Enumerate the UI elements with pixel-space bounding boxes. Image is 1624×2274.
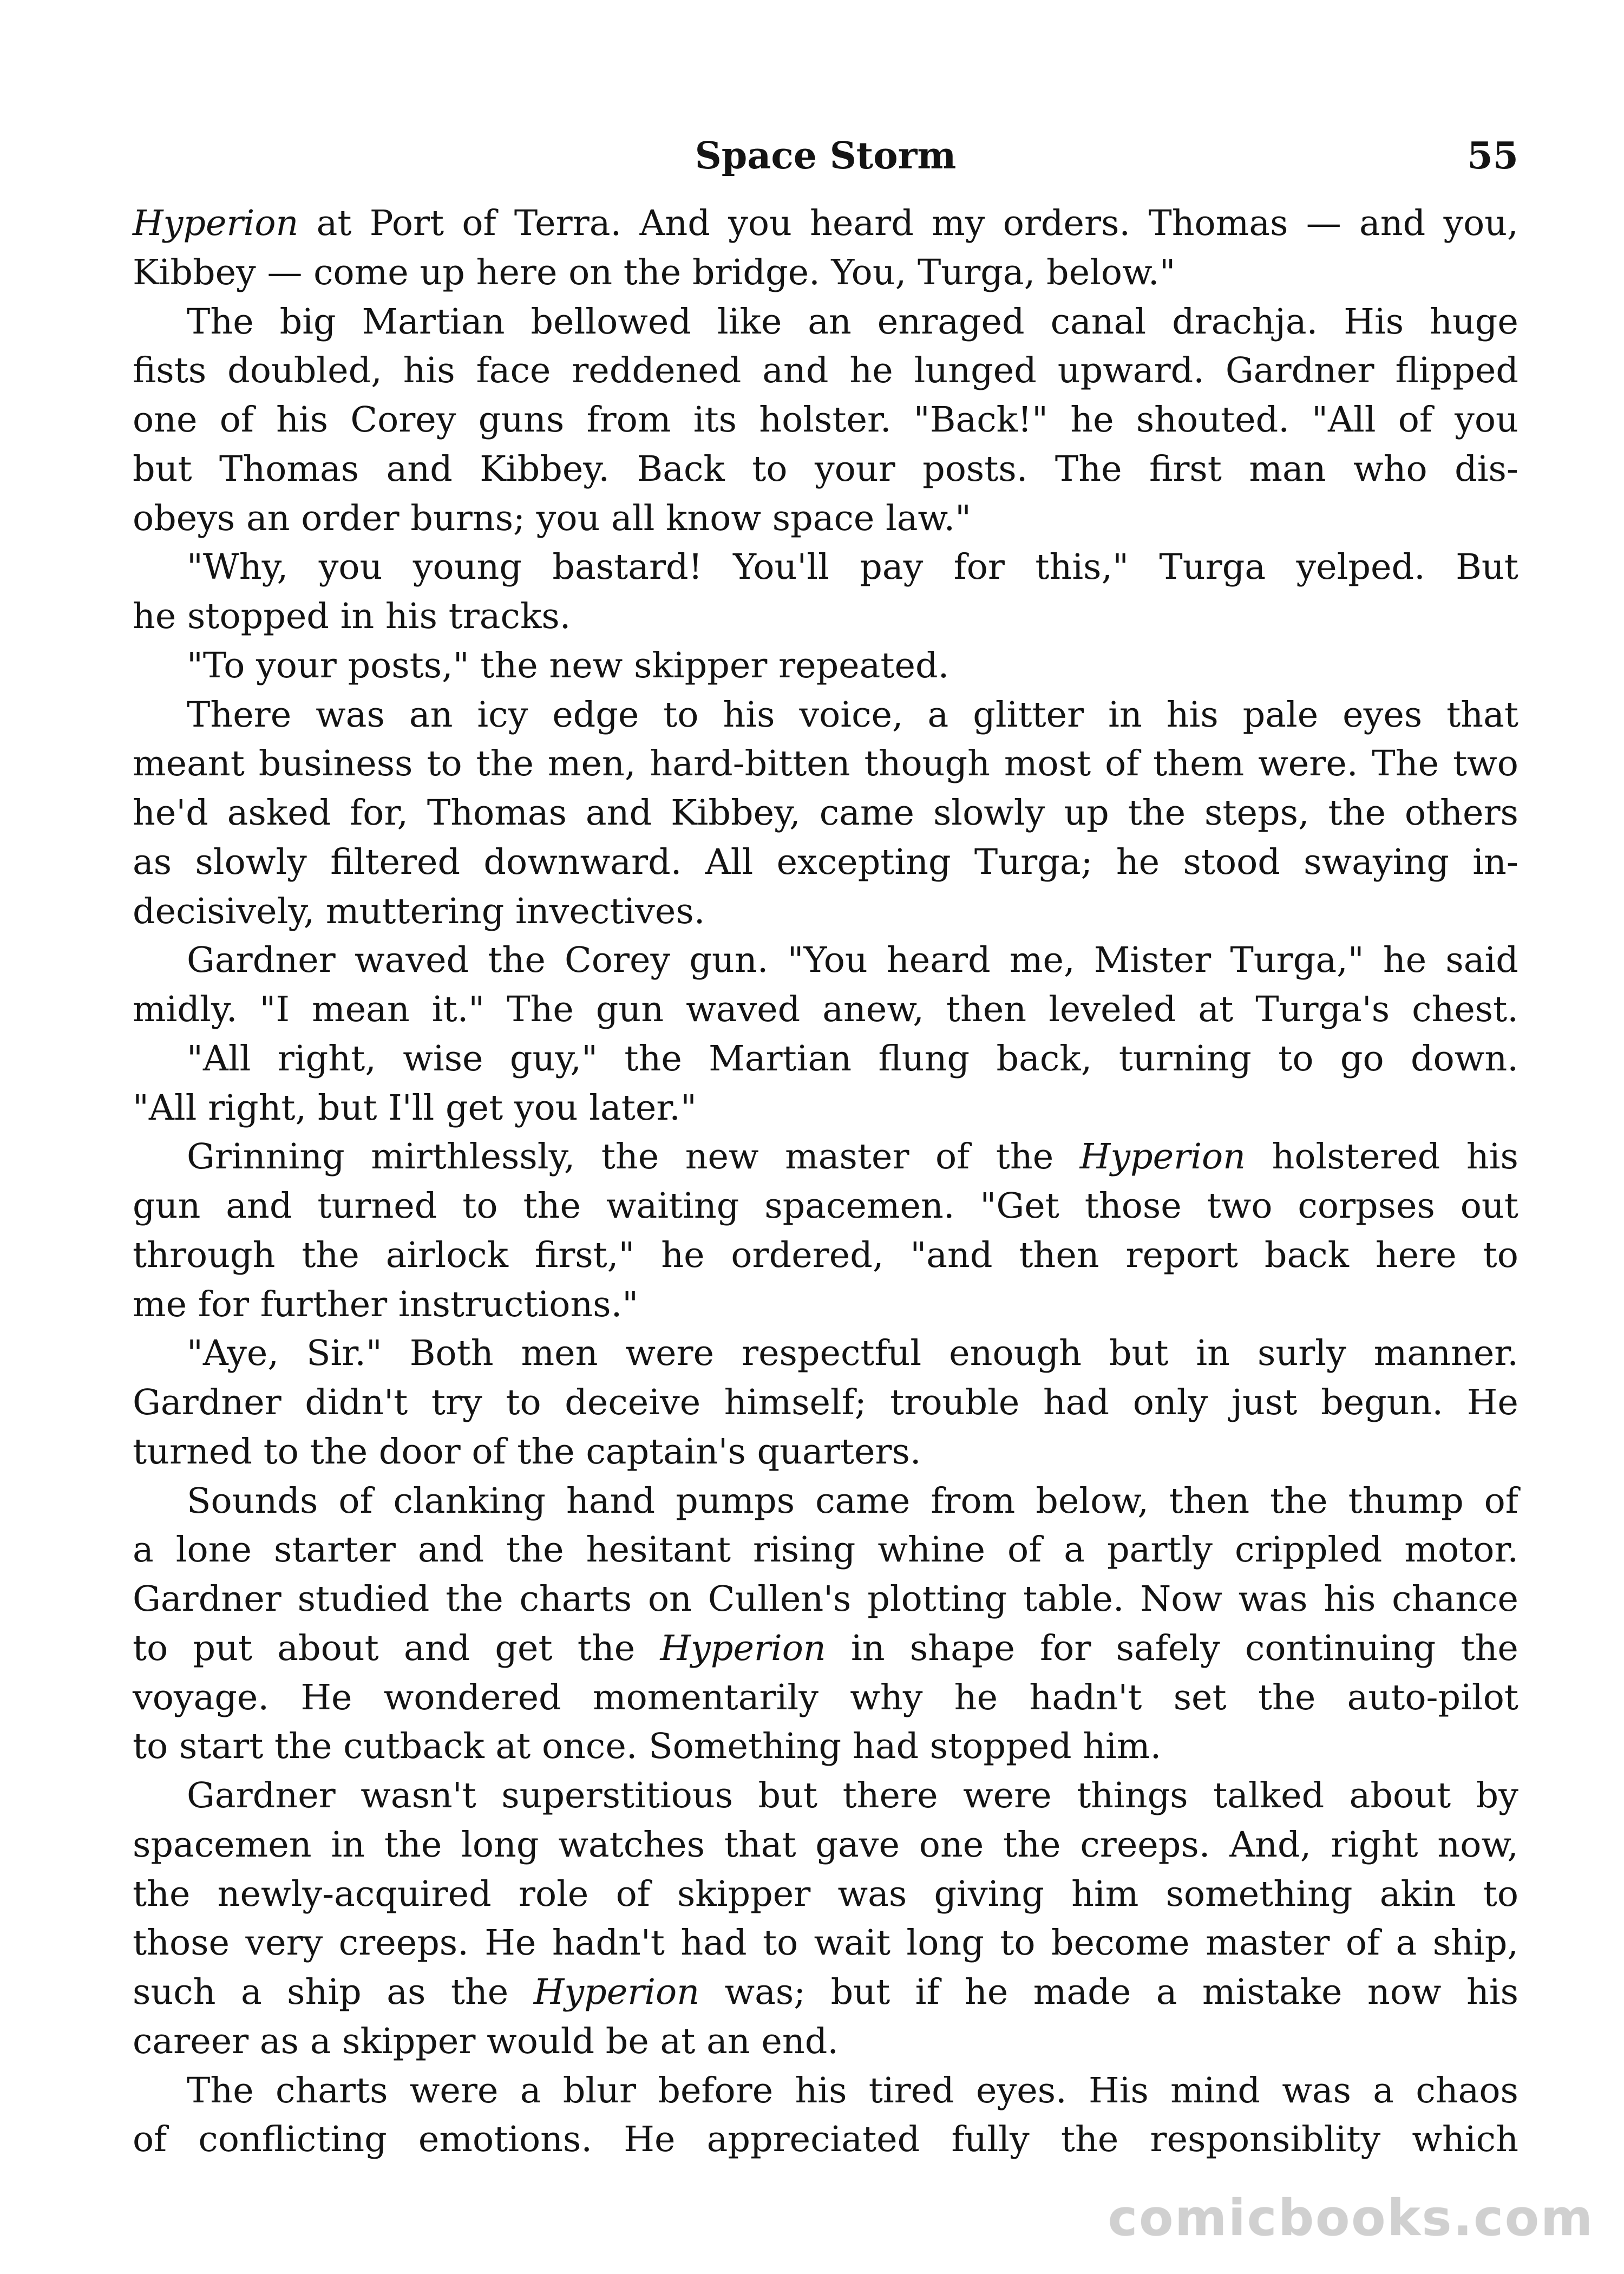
- text-line: "Aye, Sir." Both men were respectful enough but in surly manner.: [187, 1333, 1518, 1374]
- text-line: turned to the door of the captain's quarters.: [133, 1431, 921, 1472]
- body-text: [133, 199, 1518, 2165]
- text-line: obeys an order burns; you all know space law.": [133, 498, 972, 539]
- running-title: Space Storm: [695, 134, 957, 178]
- text-line: midly. "I mean it." The gun waved anew, then leveled at Turga's chest.: [133, 989, 1518, 1030]
- text-line: "All right, wise guy," the Martian flung back, turning to go down.: [187, 1038, 1518, 1079]
- text-line: but Thomas and Kibbey. Back to your posts. The first man who dis-: [133, 448, 1518, 489]
- text-line: through the airlock first," he ordered, "and then report back here to: [133, 1234, 1518, 1276]
- text-line: me for further instructions.": [133, 1284, 639, 1325]
- text-line: Gardner didn't try to deceive himself; trouble had only just begun. He: [133, 1382, 1518, 1423]
- text-line: decisively, muttering invectives.: [133, 891, 705, 932]
- text-line: Sounds of clanking hand pumps came from below, then the thump of: [187, 1480, 1518, 1521]
- text-line: a lone starter and the hesitant rising whine of a partly crippled motor.: [133, 1530, 1518, 1571]
- text-line: Gardner wasn't superstitious but there were things talked about by: [187, 1775, 1518, 1816]
- text-line: such a ship as the Hyperion was; but if he made a mistake now his: [133, 1972, 1518, 2012]
- text-line: meant business to the men, hard-bitten though most of them were. The two: [133, 743, 1518, 785]
- text-line: the newly-acquired role of skipper was giving him something akin to: [133, 1873, 1518, 1914]
- text-line: he'd asked for, Thomas and Kibbey, came slowly up the steps, the others: [133, 793, 1518, 833]
- text-line: "To your posts," the new skipper repeated.: [187, 645, 949, 686]
- text-line: fists doubled, his face reddened and he lunged upward. Gardner flipped: [133, 350, 1518, 391]
- text-line: voyage. He wondered momentarily why he hadn't set the auto-pilot: [133, 1677, 1518, 1718]
- running-header: [133, 129, 1518, 183]
- text-line: gun and turned to the waiting spacemen. "Get those two corpses out: [133, 1186, 1518, 1226]
- page-number: 55: [1467, 134, 1518, 178]
- text-line: to put about and get the Hyperion in shape for safely continuing the: [133, 1628, 1518, 1669]
- watermark: comicbooks.com: [1108, 2189, 1594, 2247]
- text-line: Gardner studied the charts on Cullen's plotting table. Now was his chance: [133, 1579, 1518, 1619]
- text-line: spacemen in the long watches that gave one the creeps. And, right now,: [133, 1824, 1518, 1865]
- text-line: "All right, but I'll get you later.": [133, 1087, 697, 1128]
- text-line: Kibbey — come up here on the bridge. You, Turga, below.": [133, 252, 1176, 293]
- text-line: Grinning mirthlessly, the new master of the Hyperion holstered his: [187, 1136, 1518, 1178]
- text-line: of conflicting emotions. He appreciated fully the responsiblity which: [133, 2119, 1518, 2160]
- text-line: Hyperion at Port of Terra. And you heard my orders. Thomas — and you,: [133, 203, 1518, 244]
- text-line: those very creeps. He hadn't had to wait long to become master of a ship,: [133, 1923, 1518, 1964]
- text-line: Gardner waved the Corey gun. "You heard me, Mister Turga," he said: [187, 940, 1518, 981]
- text-line: "Why, you young bastard! You'll pay for this," Turga yelped. But: [187, 547, 1518, 588]
- text-line: to start the cutback at once. Something had stopped him.: [133, 1726, 1162, 1767]
- text-line: career as a skipper would be at an end.: [133, 2021, 839, 2062]
- text-line: he stopped in his tracks.: [133, 596, 571, 637]
- text-line: one of his Corey guns from its holster. "Back!" he shouted. "All of you: [133, 400, 1518, 440]
- text-line: The charts were a blur before his tired eyes. His mind was a chaos: [187, 2070, 1518, 2111]
- text-line: There was an icy edge to his voice, a glitter in his pale eyes that: [187, 694, 1518, 735]
- text-line: as slowly filtered downward. All excepting Turga; he stood swaying in-: [133, 841, 1518, 883]
- text-line: The big Martian bellowed like an enraged canal drachja. His huge: [187, 301, 1518, 342]
